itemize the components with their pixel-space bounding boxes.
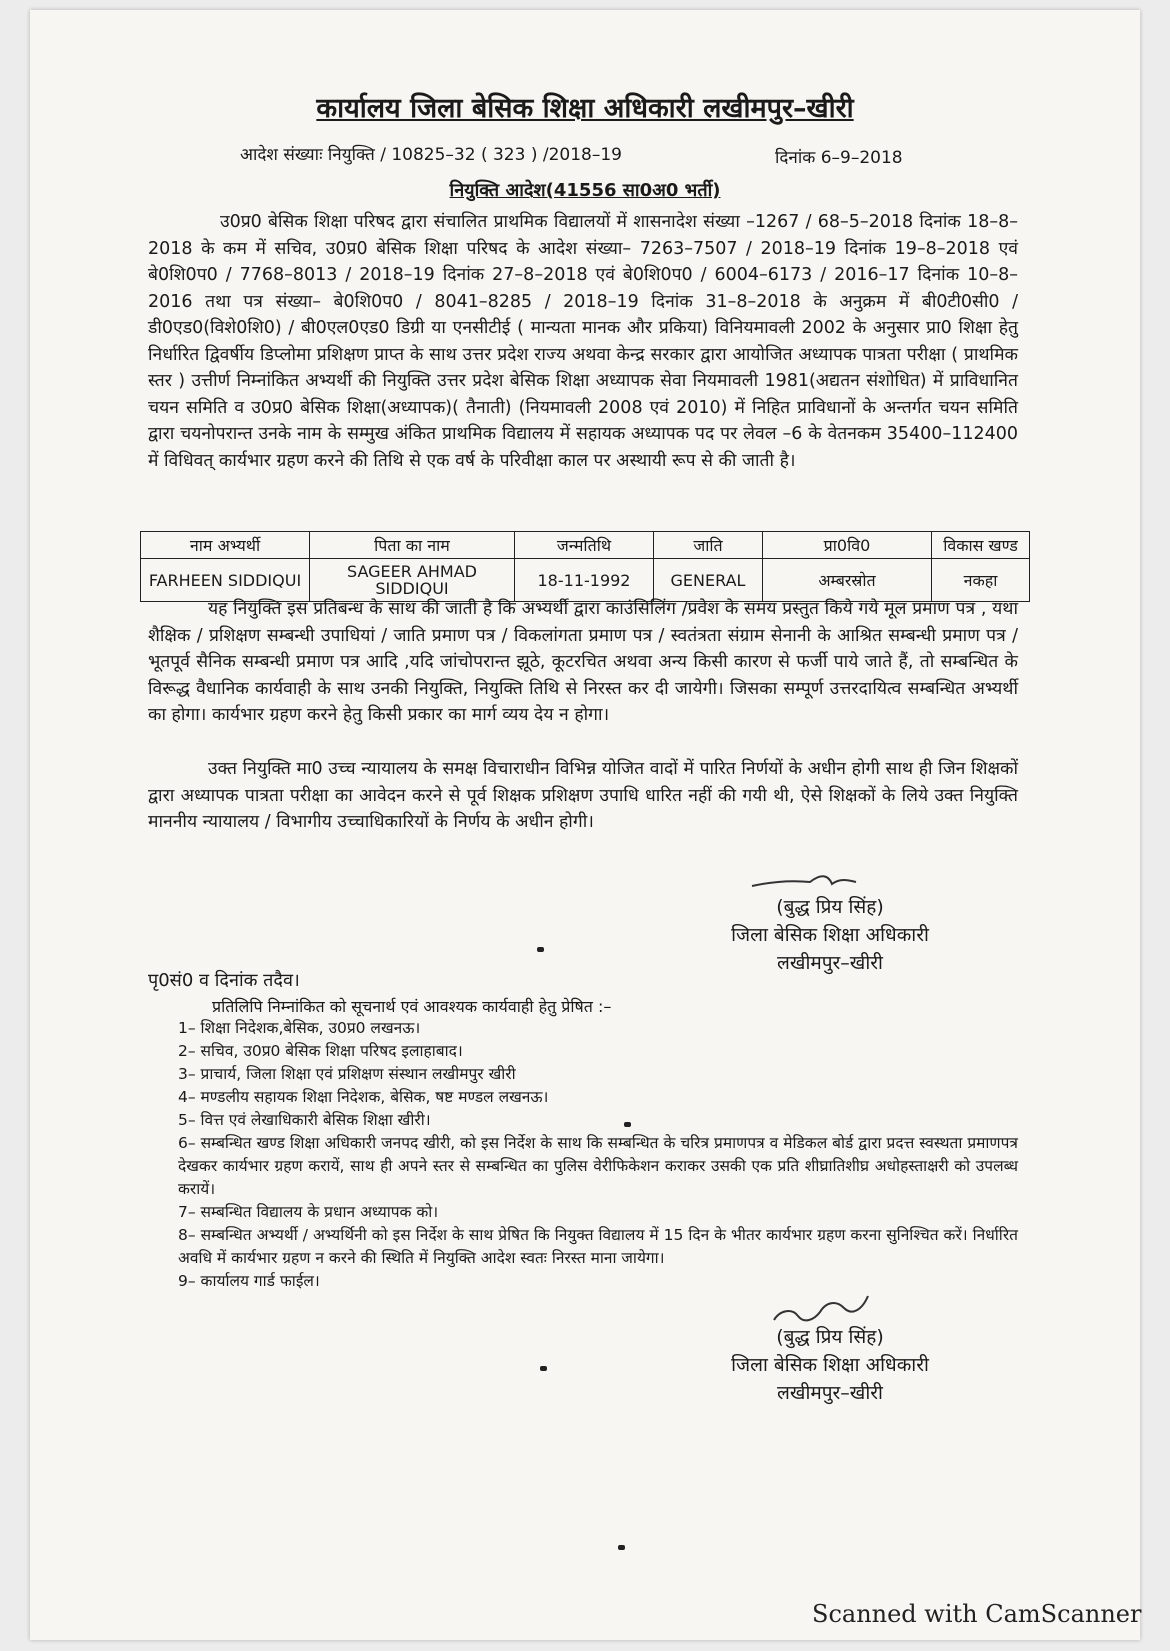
signatory-name: (बुद्ध प्रिय सिंह)	[776, 896, 884, 918]
list-item: 1– शिक्षा निदेशक,बेसिक, उ0प्र0 लखनऊ।	[178, 1019, 421, 1037]
cell-block: नकहा	[932, 559, 1030, 602]
list-item: 3– प्राचार्य, जिला शिक्षा एवं प्रशिक्षण संस्थान लखीमपुर खीरी	[178, 1065, 516, 1083]
signatory-place: लखीमपुर–खीरी	[777, 952, 883, 974]
copy-to-lead: प्रतिलिपि निम्नांकित को सूचनार्थ एवं आवश्यक कार्यवाही हेतु प्रेषित :–	[212, 997, 612, 1016]
header-caste: जाति	[654, 532, 763, 559]
signatory-place: लखीमपुर–खीरी	[777, 1382, 883, 1404]
cell-caste: GENERAL	[654, 559, 763, 602]
header-school: प्रा0वि0	[763, 532, 932, 559]
header-candidate-name: नाम अभ्यर्थी	[141, 532, 310, 559]
signature-scribble-1	[750, 866, 860, 896]
list-item: 2– सचिव, उ0प्र0 बेसिक शिक्षा परिषद इलाहाबाद।	[178, 1042, 463, 1060]
speck	[537, 947, 544, 952]
paragraph-conditions: यह नियुक्ति इस प्रतिबन्ध के साथ की जाती है कि अभ्यर्थी द्वारा काउंसिलिंग /प्रवेश के समय प्रस्तुत किये गये मूल प्रमाण पत्र , यथा शैक्षिक / प्रशिक्षण सम्बन्धी उपाधियां / जाति प्रमाण पत्र / विकलांगता प्रमाण पत्र / स्वतंत्रता संग्राम सेनानी के आश्रित सम्बन्धी प्रमाण पत्र / भूतपूर्व सैनिक सम्बन्धी प्रमाण पत्र आदि ,यदि जांचोपरान्त झूठे, कूटरचित अथवा अन्य किसी कारण से फर्जी पाये जाते हैं, तो सम्बन्धित के विरूद्ध वैधानिक कार्यवाही के साथ उनकी नियुक्ति, नियुक्ति तिथि से निरस्त कर दी जायेगी। जिसका सम्पूर्ण उत्तरदायित्व सम्बन्धित अभ्यर्थी का होगा। कार्यभार ग्रहण करने हेतु किसी प्रकार का मार्ग व्यय देय न होगा।	[148, 599, 1018, 725]
order-date: दिनांक 6–9–2018	[775, 148, 903, 168]
speck	[624, 1122, 631, 1127]
signature-block-2	[700, 1323, 960, 1407]
list-item: 6– सम्बन्धित खण्ड शिक्षा अधिकारी जनपद खीरी, को इस निर्देश के साथ कि सम्बन्धित के चरित्र प्रमाणपत्र व मेडिकल बोर्ड द्वारा प्रदत्त स्वस्थता प्रमाणपत्र देखकर कार्यभार ग्रहण करायें, साथ ही अपने स्तर से सम्बन्धित का पुलिस वेरीफिकेशन कराकर उसकी एक प्रति शीघ्रातिशीघ्र अधोहस्ताक्षरी को उपलब्ध करायें।	[178, 1134, 1018, 1198]
copy-to-list	[178, 1017, 1018, 1293]
list-item: 9– कार्यालय गार्ड फाईल।	[178, 1272, 320, 1290]
cell-school: अम्बरस्रोत	[763, 559, 932, 602]
reference-line: पृ0सं0 व दिनांक तदैव।	[148, 970, 300, 991]
cell-father-name: SAGEER AHMAD SIDDIQUI	[310, 559, 515, 602]
camscanner-watermark: Scanned with CamScanner	[812, 1600, 1142, 1628]
table-header-row	[141, 532, 1030, 559]
order-number: आदेश संख्याः नियुक्ति / 10825–32 ( 323 ) /2018–19	[240, 145, 623, 165]
signature-block-1	[700, 893, 960, 977]
paragraph-court: उक्त नियुक्ति मा0 उच्च न्यायालय के समक्ष विचाराधीन विभिन्न योजित वादों में पारित निर्णयों के अधीन होगी साथ ही जिन शिक्षकों द्वारा अध्यापक पात्रता परीक्षा का आवेदन करने से पूर्व शिक्षक प्रशिक्षण उपाधि धारित नहीं की गयी थी, ऐसे शिक्षकों के लिये उक्त नियुक्ति माननीय न्यायालय / विभागीय उच्चाधिकारियों के निर्णय के अधीन होगी।	[148, 759, 1018, 832]
signatory-name: (बुद्ध प्रिय सिंह)	[776, 1326, 884, 1348]
cell-dob: 18-11-1992	[515, 559, 654, 602]
signatory-title: जिला बेसिक शिक्षा अधिकारी	[731, 1354, 929, 1376]
speck	[540, 1366, 547, 1371]
cell-candidate-name: FARHEEN SIDDIQUI	[141, 559, 310, 602]
list-item: 4– मण्डलीय सहायक शिक्षा निदेशक, बेसिक, षष्ट मण्डल लखनऊ।	[178, 1088, 549, 1106]
candidate-table	[140, 531, 1030, 602]
header-block: विकास खण्ड	[932, 532, 1030, 559]
header-dob: जन्मतिथि	[515, 532, 654, 559]
list-item: 8– सम्बन्धित अभ्यर्थी / अभ्यर्थिनी को इस निर्देश के साथ प्रेषित कि नियुक्त विद्यालय में 15 दिन के भीतर कार्यभार ग्रहण करना सुनिश्चित करें। निर्धारित अवधि में कार्यभार ग्रहण न करने की स्थिति में नियुक्ति आदेश स्वतः निरस्त माना जायेगा।	[178, 1226, 1018, 1267]
list-item: 5– वित्त एवं लेखाधिकारी बेसिक शिक्षा खीरी।	[178, 1111, 431, 1129]
office-heading: कार्यालय जिला बेसिक शिक्षा अधिकारी लखीमपुर–खीरी	[316, 93, 854, 124]
order-subheading: नियुक्ति आदेश(41556 सा0अ0 भर्ती)	[449, 180, 721, 201]
paragraph-appointment: उ0प्र0 बेसिक शिक्षा परिषद द्वारा संचालित प्राथमिक विद्यालयों में शासनादेश संख्या –1267 / 68–5–2018 दिनांक 18–8–2018 के कम में सचिव, उ0प्र0 बेसिक शिक्षा परिषद के आदेश संख्या– 7263–7507 / 2018–19 दिनांक 19–8–2018 एवं बे0शि0प0 / 7768–8013 / 2018–19 दिनांक 27–8–2018 एवं बे0शि0प0 / 6004–6173 / 2016–17 दिनांक 10–8–2016 तथा पत्र संख्या– बे0शि0प0 / 8041–8285 / 2018–19 दिनांक 31–8–2018 के अनुक्रम में बी0टी0सी0 / डी0एड0(विशे0शि0) / बी0एल0एड0 डिग्री या एनसीटीई ( मान्यता मानक और प्रकिया) विनियमावली 2002 के अनुसार प्रा0 शिक्षा हेतु निर्धारित द्विवर्षीय डिप्लोमा प्रशिक्षण प्राप्त के साथ उत्तर प्रदेश राज्य अथवा केन्द्र सरकार द्वारा आयोजित अध्यापक पात्रता परीक्षा ( प्राथमिक स्तर ) उत्तीर्ण निम्नांकित अभ्यर्थी की नियुक्ति उत्तर प्रदेश बेसिक शिक्षा अध्यापक सेवा नियमावली 1981(अद्यतन संशोधित) में प्राविधानित चयन समिति व उ0प्र0 बेसिक शिक्षा(अध्यापक)( तैनाती) (नियमावली 2008 एवं 2010) में निहित प्राविधानों के अन्तर्गत चयन समिति द्वारा चयनोपरान्त उनके नाम के सम्मुख अंकित प्राथमिक विद्यालय में सहायक अध्यापक पद पर लेवल –6 के वेतनकम 35400–112400 में विधिवत् कार्यभार ग्रहण करने की तिथि से एक वर्ष के परिवीक्षा काल पर अस्थायी रूप से की जाती है।	[148, 212, 1018, 471]
list-item: 7– सम्बन्धित विद्यालय के प्रधान अध्यापक को।	[178, 1203, 439, 1221]
header-father-name: पिता का नाम	[310, 532, 515, 559]
signatory-title: जिला बेसिक शिक्षा अधिकारी	[731, 924, 929, 946]
speck	[618, 1545, 625, 1550]
